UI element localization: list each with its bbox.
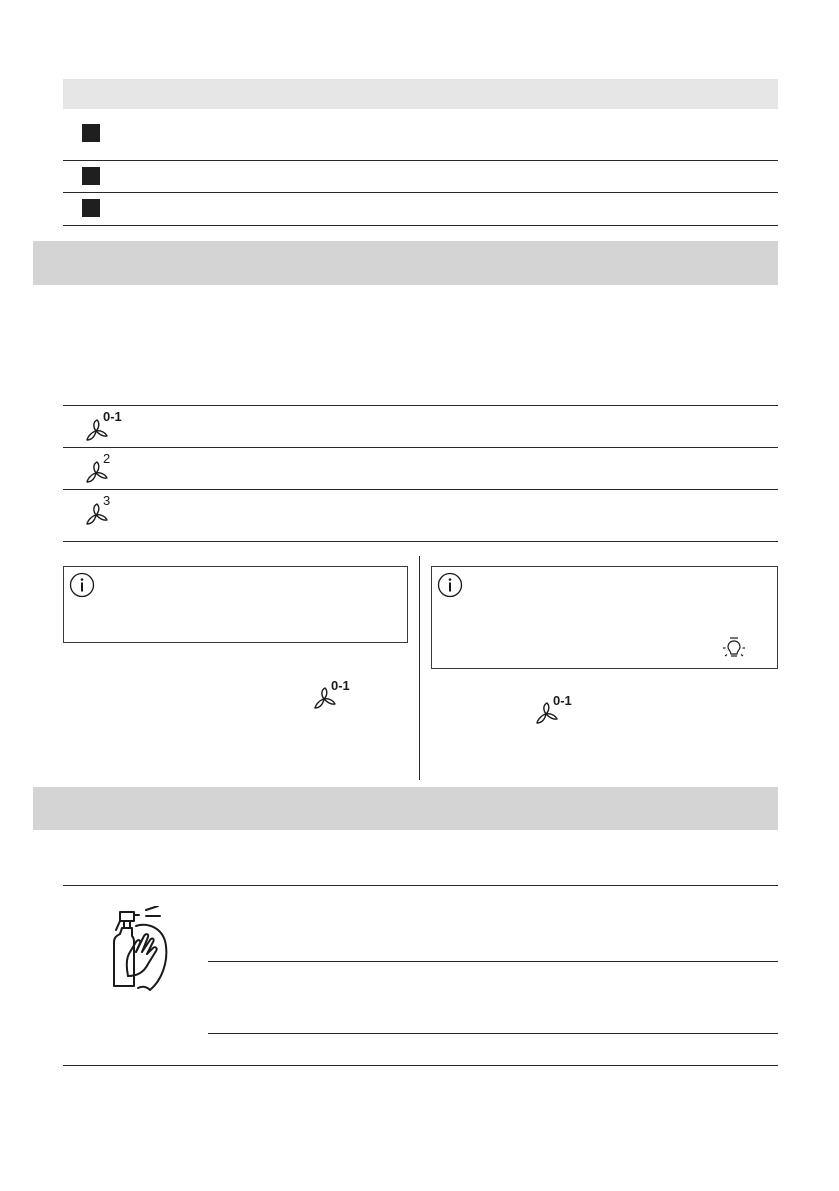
table-row-marker-2 [82,167,100,185]
info-note-left [63,566,408,643]
info-icon [69,572,95,598]
fan-speed-label: 3 [103,493,111,508]
fan-table-bottom-rule [63,541,778,542]
spray-and-wipe-icon [106,906,172,992]
cleaning-table-bottom-rule [63,1065,778,1066]
column-divider [419,556,420,780]
table-header-band [63,79,778,109]
lamp-icon [721,635,747,661]
table-row-divider-2 [63,192,778,193]
section-heading-band-2 [33,787,778,830]
fan-speed-label: 0-1 [553,693,572,708]
cleaning-table-top-rule [63,885,778,886]
cleaning-table-divider-2 [208,1033,778,1034]
fan-speed-label: 0-1 [331,678,350,693]
fan-table-top-rule [63,405,778,406]
table-row-divider-3 [63,225,778,226]
table-row-marker-1 [82,124,100,142]
fan-speed-label: 2 [103,451,111,466]
cleaning-table-divider-1 [208,961,778,962]
section-heading-band-1 [33,241,778,285]
table-row-divider-1 [63,160,778,161]
fan-table-divider-1 [63,447,778,448]
info-icon [437,572,463,598]
table-row-marker-3 [82,199,100,217]
fan-speed-label: 0-1 [103,409,122,424]
info-note-right [431,566,778,669]
fan-table-divider-2 [63,489,778,490]
page-header-rule [600,0,839,1]
